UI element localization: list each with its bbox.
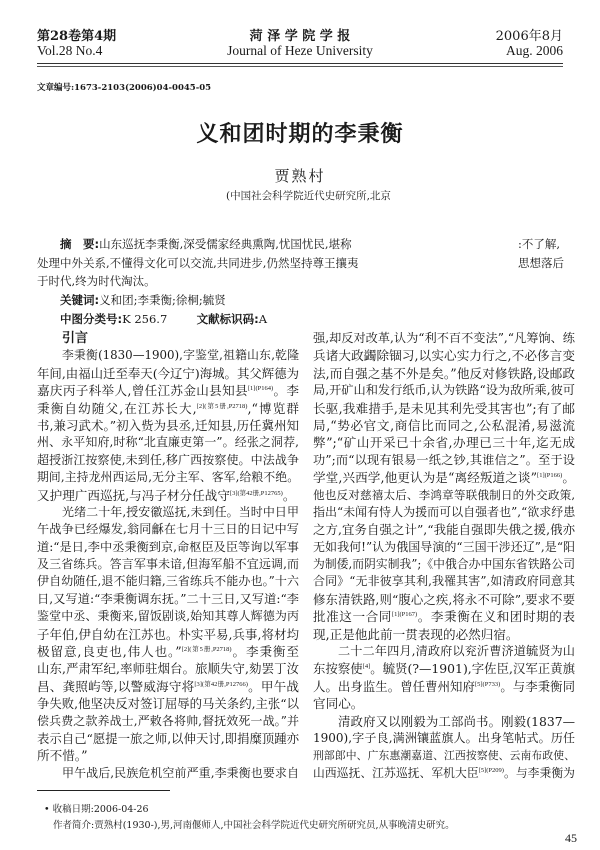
line-text: 强,却反对改革,认为“利不百不变法”,“凡筹饷、练	[313, 331, 575, 345]
body-column-right	[313, 330, 575, 782]
body-line	[37, 504, 299, 521]
line-text: 。与李秉衡同	[500, 678, 576, 694]
line-text: 。李秉衡至	[231, 644, 299, 660]
line-text: 州、永平知府,时称“北直廉吏第一”。经张之洞荐,	[37, 435, 299, 450]
section-heading: 引言	[62, 331, 89, 346]
line-text: 争失败,他坚决反对签订屈辱的马关条约,主张“以	[37, 696, 300, 712]
line-text: 表示自己“愿提一旅之师,以伸天讨,即捐糜顶踵亦	[37, 730, 300, 746]
body-line	[37, 452, 299, 469]
doc-code-label: 文献标识码:	[196, 312, 259, 326]
line-text: 学堂,兴西学,他更认为是“离经叛道之谈”	[313, 470, 538, 486]
journal-name-en: Journal of Heze University	[227, 43, 373, 58]
body-line	[37, 730, 299, 747]
body-line	[37, 765, 299, 782]
line-text: 局,开矿山和发行纸币,认为铁路“设为敌所乘,彼可	[313, 383, 575, 398]
clc-value: K 256.7	[122, 312, 168, 326]
body-line	[313, 504, 575, 521]
body-line	[313, 539, 575, 556]
line-text: 批准这一合同	[313, 609, 392, 625]
article-title: 义和团时期的李秉衡	[196, 121, 404, 147]
line-text: 法,而自强之基不外是矣。”他反对修铁路,设邮政	[313, 365, 575, 381]
body-line	[37, 434, 299, 451]
line-text: 。李	[273, 383, 299, 399]
keywords	[60, 292, 226, 308]
line-text: 现,正是他此前一贯表现的必然归宿。	[313, 626, 519, 642]
citation-ref: [3](第42册,P12766)	[194, 680, 248, 688]
line-text: 之方,宜务自强之计”,“我能自强即失俄之援,俄亦	[313, 522, 575, 538]
body-line	[313, 487, 575, 504]
citation-ref: [2](第5册,P2718)	[181, 646, 232, 654]
page-number: 45	[565, 831, 577, 845]
line-text: 官同心。	[313, 696, 364, 712]
author-bio: 作者简介:贾熟村(1930-),男,河南偃师人,中国社会科学院近代史研究所研究员,从事晚清史研究。	[53, 820, 455, 831]
line-text: 指出“未闻有恃人为援而可以自强者也”,“欲求纾患	[313, 504, 576, 519]
body-line	[37, 695, 299, 712]
line-text: 道:“是日,李中丞秉衡到京,命枢臣及臣等询以军事	[37, 539, 299, 554]
body-line	[313, 678, 575, 695]
citation-ref: [2](第5册,P2718)	[196, 402, 248, 410]
body-line	[313, 330, 575, 347]
body-line	[37, 417, 299, 434]
abstract-text-2b: 思想落后	[518, 256, 564, 270]
body-line	[313, 643, 575, 660]
line-text: 。与李秉衡为	[503, 765, 575, 780]
body-line	[37, 713, 299, 730]
body-line	[37, 365, 299, 382]
citation-ref: [5](P209)	[478, 766, 504, 774]
line-text: 偿兵费之款养战士,严敕各将帅,督抚效死一战。”并	[37, 713, 299, 728]
line-text: 。毓贤(?—1901),字佐臣,汉军正黄旗	[370, 661, 575, 677]
body-line	[313, 556, 575, 573]
date-cn: 2006年8月	[495, 29, 563, 44]
body-line	[37, 382, 299, 399]
body-line	[313, 747, 575, 764]
body-line	[313, 521, 575, 538]
abstract-text-3: 于时代,终为时代淘汰。	[37, 274, 156, 288]
citation-ref: [1](P167)	[391, 611, 418, 619]
body-line	[313, 660, 575, 677]
line-text: 子年伯,伊自幼在江苏也。朴实平易,兵事,将材均	[37, 626, 299, 642]
body-line	[37, 521, 299, 538]
line-text: 他也反对慈禧太后、李鸿章等联俄制日的外交政策,	[313, 487, 575, 502]
clc-label: 中图分类号:	[60, 312, 123, 326]
line-text: 刑部郎中、广东惠潮嘉道、江西按察使、云南布政使、	[313, 749, 575, 763]
volume-cn: 第28卷第4期	[37, 29, 117, 44]
body-line	[37, 608, 299, 625]
line-text: 二十二年四月,清政府以兖沂曹济道毓贤为山	[338, 644, 575, 659]
classification	[60, 311, 267, 327]
line-text: 功”;而“以现有银易一纸之钞,其谁信之”。至于设	[313, 452, 575, 467]
abstract-label: 摘 要:	[60, 237, 100, 251]
citation-ref: [4]	[362, 663, 371, 671]
header-rule	[37, 63, 563, 64]
article-number: 文章编号:1673-2103(2006)04-0045-05	[37, 83, 212, 93]
line-text: 1900),字子良,满洲镶蓝旗人。出身笔帖式。历任	[313, 730, 575, 745]
line-text: 甲午战后,民族危机空前严重,李秉衡也要求自	[62, 765, 299, 780]
line-text: 人。出身监生。曾任曹州知府	[313, 678, 475, 694]
body-line	[37, 660, 299, 677]
line-text: 清政府又以刚毅为工部尚书。刚毅(1837—	[338, 713, 575, 729]
line-text: 伊自幼随任,退不能归籍,三省练兵不能办也。”十六	[37, 574, 299, 589]
body-line	[313, 382, 575, 399]
line-text: 又护理广西巡抚,与冯子材分任战守	[37, 487, 230, 503]
citation-ref: [5](P733)	[474, 680, 501, 688]
line-text: ,“博览群	[247, 400, 299, 416]
line-text: 秉衡自幼随父,在江苏长大,	[37, 400, 197, 416]
footnote-rule	[37, 790, 170, 791]
body-line	[37, 573, 299, 590]
line-text: 午战争已经爆发,翁同龢在七月十三日的日记中写	[37, 522, 299, 537]
body-line	[313, 730, 575, 747]
line-text: 昌、龚照屿等,以警威海守将	[37, 678, 195, 694]
body-line	[313, 347, 575, 364]
line-text: 嘉庆丙子科举人,曾任江苏金山县知县	[37, 383, 248, 399]
body-line	[37, 556, 299, 573]
author-name: 贾熟村	[274, 167, 326, 185]
citation-ref: [3](第42册,P12765)	[229, 489, 283, 497]
line-text: 年间,由福山迁至奉天(今辽宁)海城。其父辉德为	[37, 365, 299, 381]
body-line	[37, 400, 299, 417]
keywords-label: 关键词:	[60, 293, 100, 307]
line-text: 期间,主持龙州西运局,无分主军、客军,给粮不绝。	[37, 470, 299, 485]
line-text: 及三省练兵。答言军事未谙,但海军船不宜远调,而	[37, 557, 299, 572]
body-line	[37, 678, 299, 695]
abstract-text-2a: 处理中外关系,不懂得文化可以交流,共同进步,仍然坚持尊王攘夷	[37, 256, 359, 270]
body-line	[313, 608, 575, 625]
line-text: 日,又写道:“李秉衡调东抚。”二十三日,又写道:“李	[37, 591, 299, 606]
line-text: 合同》“无非彼享其利,我罹其害”,如清政府同意其	[313, 574, 575, 589]
body-line	[313, 452, 575, 469]
body-line	[37, 747, 299, 764]
body-column-left	[37, 330, 299, 782]
body-line	[313, 713, 575, 730]
line-text: 。李秉衡在义和团时期的表	[417, 609, 576, 625]
abstract-text-1b: :不了解,	[518, 237, 561, 251]
body-line	[313, 469, 575, 486]
date-en: Aug. 2006	[506, 43, 563, 58]
line-text: 李秉衡(1830—1900),字鉴堂,祖籍山东,乾隆	[62, 348, 299, 363]
line-text: 局,“势必官文,商信比而同之,公私混淆,易滋流	[313, 417, 575, 433]
line-text: 鉴堂中丞、秉衡来,留饭剧谈,始知其尊人辉德为丙	[37, 609, 299, 624]
body-line	[313, 365, 575, 382]
citation-ref: [1](P164)	[247, 385, 274, 393]
line-text: 弊”;“矿山开采已十余省,办理已三十年,迄无成	[313, 435, 575, 451]
keywords-value: 义和团;李秉衡;徐桐;毓贤	[99, 293, 226, 307]
body-line	[313, 765, 575, 782]
body-line	[37, 591, 299, 608]
body-line	[37, 469, 299, 486]
line-text: 东按察使	[313, 661, 363, 677]
body-line	[313, 626, 575, 643]
body-line	[313, 400, 575, 417]
body-line	[313, 591, 575, 608]
line-text: 。甲午战	[247, 678, 299, 694]
line-text: 超授浙江按察使,未到任,移广西按察使。中法战争	[37, 452, 299, 467]
line-text: 极留意,良吏也,伟人也。”	[37, 644, 182, 660]
line-text: 为制倭,而阴实制我”;《中俄合办中国东省铁路公司	[313, 557, 575, 572]
line-text: 山西巡抚、江苏巡抚、军机大臣	[313, 765, 479, 780]
body-line	[37, 643, 299, 660]
body-line	[313, 417, 575, 434]
body-line	[313, 573, 575, 590]
body-line	[37, 347, 299, 364]
doc-code-value: A	[258, 312, 268, 326]
line-text: 修东清铁路,则“腹心之疾,将永不可除”,要求不要	[313, 591, 575, 607]
body-line	[313, 434, 575, 451]
body-line	[37, 539, 299, 556]
abstract-line-1	[60, 236, 352, 252]
line-text: 光绪二十年,授安徽巡抚,未到任。当时中日甲	[62, 504, 299, 519]
journal-name-cn: 菏 泽 学 院 学 报	[249, 29, 351, 44]
line-text: 。	[562, 470, 575, 486]
received-date: • 收稿日期:2006-04-26	[44, 804, 149, 815]
line-text: 无如我何!”认为俄国导演的“三国干涉还辽”,是“阳	[313, 539, 575, 554]
header-rule-thin	[37, 66, 563, 67]
line-text: 所不惜。”	[37, 748, 88, 764]
line-text: 长驱,我难措手,是未见其利先受其害也”;有了邮	[313, 400, 575, 416]
volume-en: Vol.28 No.4	[37, 43, 103, 58]
line-text: 山东,严肃军纪,率师驻烟台。旅顺失守,劾罢丁汝	[37, 661, 299, 677]
line-text: 。	[282, 487, 296, 503]
line-text: 书,兼习武术。”初入赀为县丞,迁知县,历任冀州知	[37, 417, 299, 433]
body-line	[37, 487, 299, 504]
body-line	[37, 626, 299, 643]
line-text: 兵诸大政蠲除锢习,以实心实力行之,不必侈言变	[313, 348, 575, 364]
affiliation: (中国社会科学院近代史研究所,北京	[226, 190, 391, 202]
body-line	[313, 695, 575, 712]
abstract-text-1a: 山东巡抚李秉衡,深受儒家经典熏陶,忧国忧民,堪称	[99, 237, 352, 251]
citation-ref: [1](P166)	[537, 472, 563, 480]
